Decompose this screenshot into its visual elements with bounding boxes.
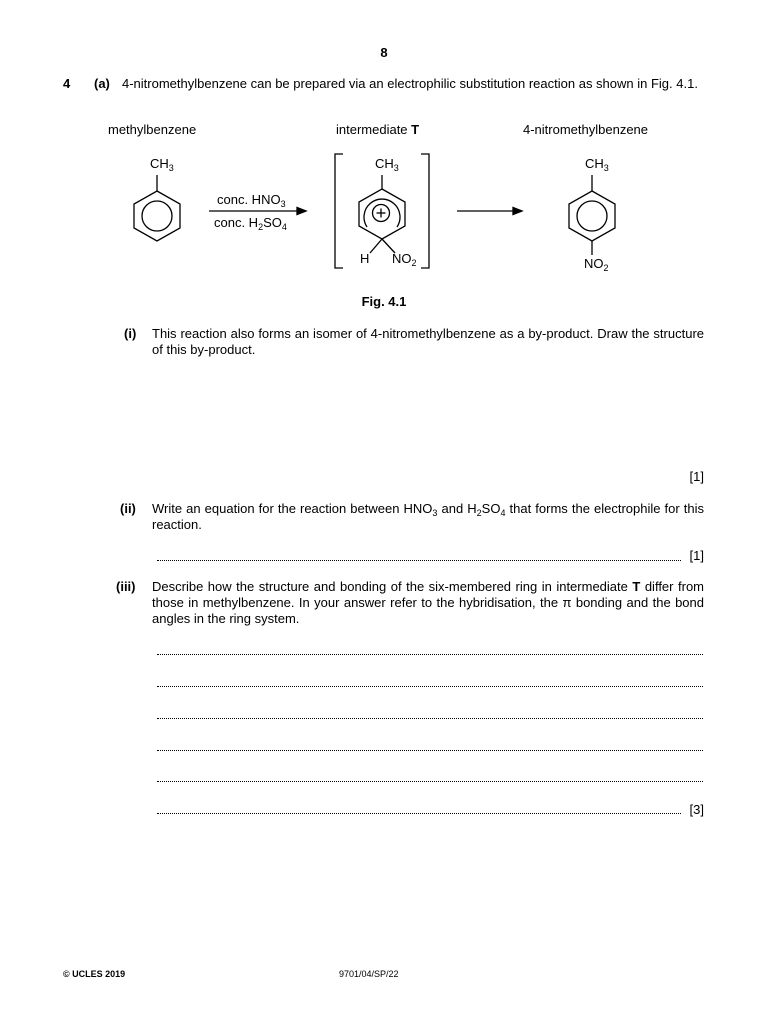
- sub-iii-label: (iii): [116, 579, 136, 594]
- sub-ii-text-part2: and H: [437, 501, 477, 516]
- sub-iii-text-bold: T: [632, 579, 641, 594]
- sub-ii-sub2: 2: [476, 508, 482, 518]
- sub-iii-text-part2: differ from those in methylbenzene. In your answer refer to the hybridisation, the π bonding and the bond angles in the ring system.: [152, 579, 704, 626]
- reaction-arrow-2: [457, 208, 522, 215]
- label-intermediate-text: intermediate: [336, 122, 408, 137]
- reaction-arrow-1: [209, 208, 306, 215]
- sub-ii-text: [152, 501, 704, 533]
- reagent-h2so4: conc. $H_2SO_4$: [214, 215, 287, 232]
- sub-ii-text-part1: Write an equation for the reaction between HNO: [152, 501, 433, 516]
- footer-copyright: © UCLES 2019: [63, 969, 126, 979]
- label-intermediate-letter: T: [411, 122, 420, 137]
- label-methylbenzene: methylbenzene: [108, 122, 197, 137]
- sub-ii-text-part3: SO: [481, 501, 501, 516]
- product-structure: [569, 175, 615, 255]
- sub-i-text: This reaction also forms an isomer of 4-nitromethylbenzene as a by-product. Draw the structure of this by-product.: [152, 326, 704, 357]
- answer-line-iii-3[interactable]: [157, 717, 703, 719]
- sub-i-marks: [1]: [689, 469, 704, 484]
- footer-code: 9701/04/SP/22: [339, 969, 399, 979]
- label-product: 4-nitromethylbenzene: [523, 122, 649, 137]
- no2-product: $NO_2$: [584, 256, 609, 273]
- answer-line-iii-2[interactable]: [157, 685, 703, 687]
- ch3-methylbenzene: $CH_3$: [150, 156, 174, 173]
- sub-iii-text-part1: Describe how the structure and bonding of the six-membered ring in intermediate: [152, 579, 633, 594]
- sub-i-label: (i): [124, 326, 137, 341]
- intermediate-brackets: [335, 154, 429, 268]
- intermediate-structure: [359, 175, 405, 253]
- reaction-scheme: [0, 0, 768, 300]
- answer-line-iii-4[interactable]: [157, 749, 703, 751]
- sub-ii-sub3: 4: [500, 508, 506, 518]
- sub-ii-marks: [1]: [689, 548, 704, 563]
- question-number: 4: [63, 76, 71, 91]
- part-a-text: 4-nitromethylbenzene can be prepared via an electrophilic substitution reaction as shown in Fig. 4.1.: [122, 76, 698, 91]
- h-atom-intermediate: H: [360, 251, 370, 266]
- figure-caption: Fig. 4.1: [361, 294, 407, 309]
- sub-iii-text: [152, 579, 704, 627]
- answer-line-iii-5[interactable]: [157, 780, 703, 782]
- ch3-product: $CH_3$: [585, 156, 609, 173]
- sub-ii-text-part4: that forms the electrophile for this reaction.: [152, 501, 705, 532]
- page-number: 8: [380, 45, 388, 60]
- part-a-label: (a): [94, 76, 110, 91]
- sub-iii-marks: [3]: [689, 802, 704, 817]
- sub-ii-sub1: 3: [432, 508, 438, 518]
- no2-intermediate: $NO_2$: [392, 251, 417, 268]
- ch3-intermediate: $CH_3$: [375, 156, 399, 173]
- methylbenzene-structure: [134, 175, 180, 241]
- answer-line-iii-1[interactable]: [157, 653, 703, 655]
- sub-ii-label: (ii): [120, 501, 136, 516]
- reagent-hno3: conc. $HNO_3$: [217, 192, 286, 209]
